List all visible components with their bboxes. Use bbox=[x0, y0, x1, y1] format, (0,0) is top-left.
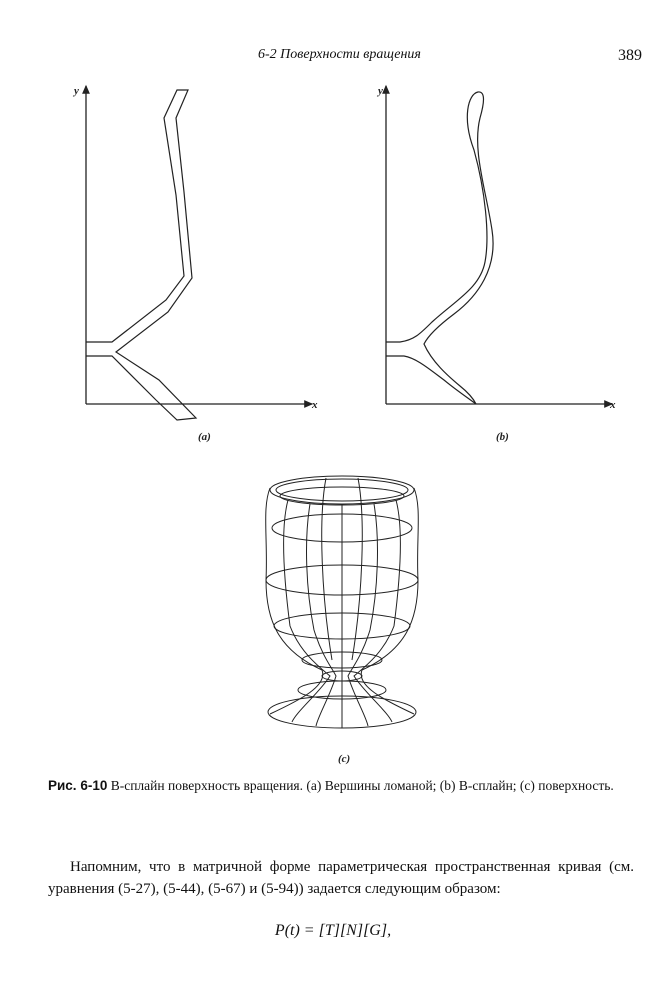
panel-b-spline-outer bbox=[386, 92, 493, 404]
body-paragraph: Напомним, что в матричной форме параметрическая пространственная кривая (см. уравнения (5-27), (5-44), (5-67) и (5-94)) задается следующим образом: bbox=[48, 859, 634, 897]
panel-a-label: (a) bbox=[198, 431, 211, 443]
page-number: 389 bbox=[618, 47, 642, 64]
meridian-right-outer bbox=[361, 488, 418, 714]
figure-caption bbox=[48, 776, 634, 796]
caption-label: Рис. 6-10 bbox=[48, 778, 108, 793]
rim-outer bbox=[270, 476, 414, 504]
panel-a-y-label: y bbox=[74, 85, 79, 97]
panel-c-label: (c) bbox=[338, 753, 351, 765]
panel-b-x-label: x bbox=[610, 399, 616, 411]
meridian-left-outer bbox=[266, 488, 323, 714]
panel-a bbox=[72, 85, 318, 443]
panel-a-x-label: x bbox=[312, 399, 318, 411]
equation: P(t) = [T][N][G], bbox=[274, 922, 392, 939]
caption-text: В-сплайн поверхность вращения. (a) Вершины ломаной; (b) В-сплайн; (c) поверхность. bbox=[107, 778, 614, 793]
rim-second bbox=[280, 487, 404, 505]
panel-b-spline-inner bbox=[386, 356, 476, 404]
running-title: 6-2 Поверхности вращения bbox=[258, 47, 421, 62]
panel-b-label: (b) bbox=[496, 431, 509, 443]
panel-a-control-polygon bbox=[86, 90, 196, 420]
panel-b-y-label: y bbox=[378, 85, 383, 97]
panel-b bbox=[376, 85, 616, 443]
panel-c-surface bbox=[266, 476, 419, 728]
